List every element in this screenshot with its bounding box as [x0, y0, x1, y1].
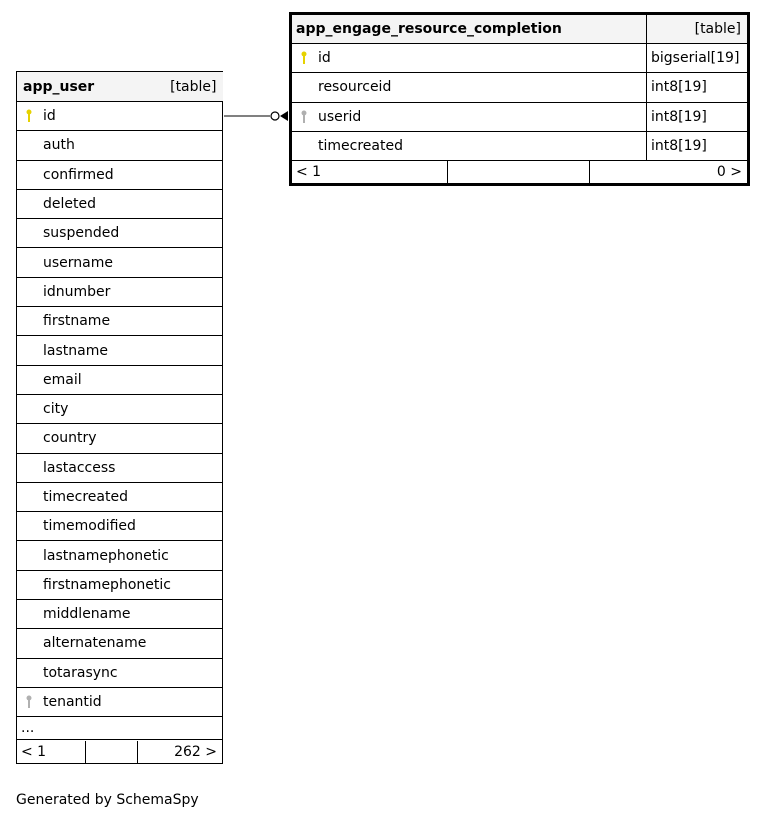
column-name[interactable]	[291, 131, 647, 160]
column-row-auth[interactable]	[17, 131, 223, 160]
column-name[interactable]	[17, 131, 223, 160]
column-row-city[interactable]	[17, 394, 223, 423]
table-name[interactable]: app_engage_resource_completion	[291, 14, 647, 44]
column-row-id[interactable]	[17, 102, 223, 131]
column-name[interactable]	[17, 189, 223, 218]
column-row-lastaccess[interactable]	[17, 453, 223, 482]
table-header	[17, 72, 223, 102]
column-row-email[interactable]	[17, 365, 223, 394]
column-row-suspended[interactable]	[17, 219, 223, 248]
more-columns-row	[17, 717, 223, 740]
table-name[interactable]	[17, 72, 223, 102]
primary-key-icon	[26, 109, 32, 123]
column-name[interactable]	[17, 307, 223, 336]
column-name[interactable]	[17, 687, 223, 716]
column-type: int8[19]	[647, 73, 749, 102]
column-name[interactable]	[17, 102, 223, 131]
table-kind: [table]	[170, 78, 217, 95]
column-name[interactable]	[17, 219, 223, 248]
column-name-text: city	[43, 401, 69, 418]
column-row-firstname[interactable]	[17, 307, 223, 336]
column-name[interactable]	[17, 629, 223, 658]
table-footer	[17, 740, 223, 764]
column-name[interactable]	[17, 248, 223, 277]
table-app-user[interactable]	[16, 71, 223, 764]
column-name-text: email	[43, 371, 82, 388]
column-row-lastnamephonetic[interactable]	[17, 541, 223, 570]
column-name[interactable]	[17, 424, 223, 453]
column-row-tenantid[interactable]	[17, 687, 223, 716]
column-name[interactable]	[17, 453, 223, 482]
column-name[interactable]	[17, 160, 223, 189]
column-row-firstnamephonetic[interactable]	[17, 570, 223, 599]
column-name[interactable]	[291, 44, 647, 73]
column-name-text: lastnamephonetic	[43, 547, 169, 564]
foreign-key-icon	[301, 110, 307, 124]
column-row-lastname[interactable]	[17, 336, 223, 365]
column-name[interactable]	[17, 394, 223, 423]
column-row-timecreated[interactable]	[291, 131, 749, 160]
column-row-deleted[interactable]	[17, 189, 223, 218]
column-row-id[interactable]	[291, 44, 749, 73]
column-name[interactable]	[17, 570, 223, 599]
parents-count[interactable]: < 1	[17, 741, 86, 763]
generated-by-footer: Generated by SchemaSpy	[16, 792, 199, 808]
column-name-text: resourceid	[318, 79, 392, 96]
column-name-text: suspended	[43, 225, 120, 242]
column-name-text: timecreated	[43, 489, 128, 505]
column-name[interactable]	[17, 512, 223, 541]
column-name-text: deleted	[43, 196, 96, 213]
column-name-text: username	[43, 254, 113, 271]
foreign-key-icon	[26, 695, 32, 709]
table-name-text: app_user	[23, 78, 95, 95]
children-count[interactable]: 0 >	[716, 164, 742, 181]
primary-key-icon	[301, 51, 307, 65]
column-row-username[interactable]	[17, 248, 223, 277]
column-name-text: lastname	[43, 342, 108, 359]
column-name-text: lastaccess	[43, 459, 116, 476]
column-name[interactable]	[17, 600, 223, 629]
column-row-idnumber[interactable]	[17, 277, 223, 306]
more-columns: ...	[17, 717, 223, 740]
column-name-text: idnumber	[43, 283, 111, 300]
column-name[interactable]	[291, 102, 647, 131]
column-name-text: firstname	[43, 313, 111, 330]
table-app-engage-resource-completion[interactable]	[289, 12, 750, 186]
column-name[interactable]	[17, 277, 223, 306]
column-name-text: firstnamephonetic	[43, 576, 171, 593]
children-count[interactable]: 262 >	[174, 743, 217, 760]
parents-count[interactable]: < 1	[292, 161, 448, 183]
column-name-text: timemodified	[43, 518, 136, 535]
column-name-text: id	[43, 108, 56, 125]
column-row-alternatename[interactable]	[17, 629, 223, 658]
column-type: int8[19]	[647, 102, 749, 131]
column-row-confirmed[interactable]	[17, 160, 223, 189]
column-name[interactable]	[17, 658, 223, 687]
column-name-text: userid	[318, 108, 362, 125]
column-row-middlename[interactable]	[17, 600, 223, 629]
column-row-timecreated[interactable]	[17, 482, 223, 511]
column-row-resourceid[interactable]	[291, 73, 749, 102]
column-row-country[interactable]	[17, 424, 223, 453]
column-name-text: confirmed	[43, 166, 114, 183]
column-row-userid[interactable]	[291, 102, 749, 131]
column-row-totarasync[interactable]	[17, 658, 223, 687]
column-name-text: alternatename	[43, 635, 147, 652]
many-crow-foot-marker	[280, 111, 288, 121]
column-name-text: timecreated	[318, 138, 403, 155]
table-kind: [table]	[647, 14, 749, 44]
column-name[interactable]	[17, 365, 223, 394]
column-name-text: auth	[43, 137, 75, 154]
footer-spacer	[448, 161, 590, 183]
table-header	[291, 14, 749, 44]
column-name-text: id	[318, 50, 331, 67]
table-footer	[291, 161, 749, 185]
column-type: int8[19]	[647, 131, 749, 160]
column-type: bigserial[19]	[647, 44, 749, 73]
column-name-text: middlename	[43, 606, 131, 623]
column-name-text: country	[43, 430, 97, 447]
column-name[interactable]	[291, 73, 647, 102]
footer-spacer	[86, 741, 138, 763]
column-row-timemodified[interactable]	[17, 512, 223, 541]
column-name-text: tenantid	[43, 694, 102, 711]
column-name[interactable]	[17, 541, 223, 570]
column-name-text: totarasync	[43, 664, 118, 681]
column-name[interactable]	[17, 336, 223, 365]
zero-optional-marker	[271, 112, 279, 120]
column-name[interactable]	[17, 482, 223, 511]
